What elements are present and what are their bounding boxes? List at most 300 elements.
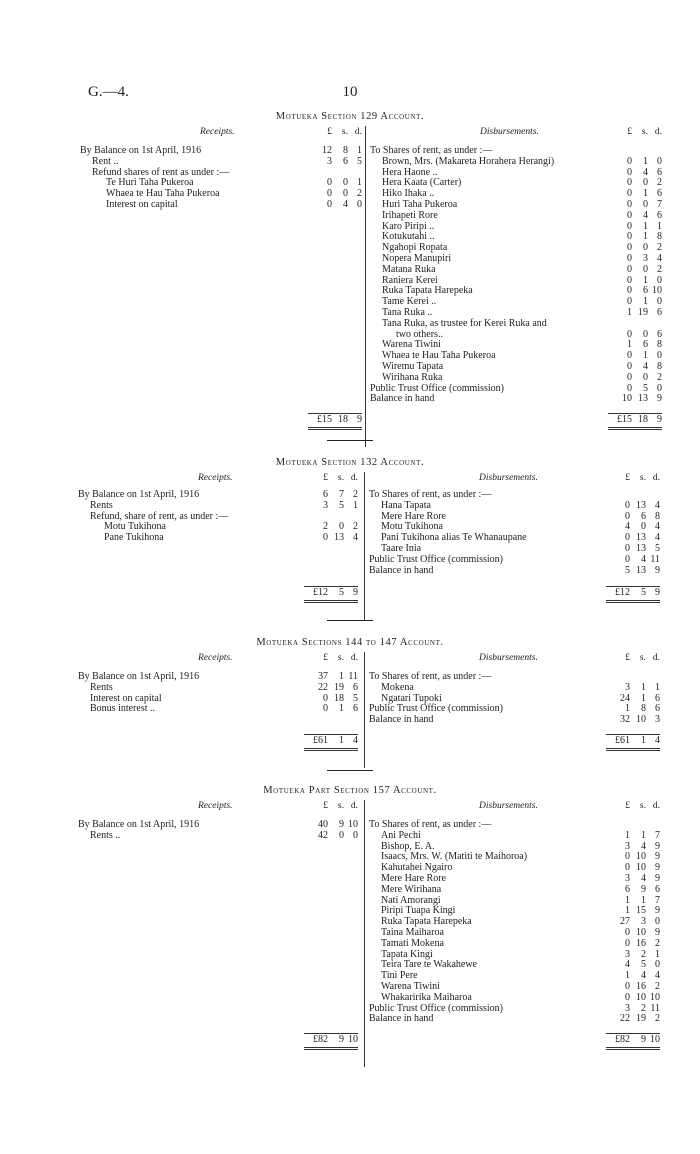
receipt-amount bbox=[306, 831, 358, 842]
disbursement-label: Tana Ruka, as trustee for Kerei Ruka and bbox=[382, 317, 547, 329]
amount-shillings: 15 bbox=[636, 905, 646, 917]
disbursement-amount bbox=[610, 189, 662, 200]
amount-pence: 6 bbox=[657, 166, 662, 178]
amount-shillings: 0 bbox=[643, 242, 648, 254]
disbursement-amount bbox=[608, 704, 660, 715]
receipt-amount bbox=[310, 189, 362, 200]
amount-pence: 4 bbox=[655, 970, 660, 982]
column-divider bbox=[364, 800, 365, 1067]
disbursement-amount bbox=[608, 960, 660, 971]
amount-pence: 2 bbox=[657, 242, 662, 254]
disbursement-label: Hera Haone .. bbox=[382, 166, 438, 178]
amount-pounds: 0 bbox=[627, 242, 632, 254]
amount-pounds: 1 bbox=[627, 339, 632, 351]
amount-pounds: 6 bbox=[625, 883, 630, 895]
amount-shillings: 1 bbox=[339, 703, 344, 715]
amount-pence: 0 bbox=[353, 829, 358, 841]
amount-pounds: 10 bbox=[622, 393, 632, 405]
amount-pence: 4 bbox=[657, 253, 662, 264]
amount-shillings: 13 bbox=[334, 532, 344, 544]
amount-pounds: 3 bbox=[625, 948, 630, 960]
disbursements-column-header bbox=[610, 127, 662, 138]
receipts-heading: Receipts. bbox=[200, 127, 235, 137]
amount-pence: 6 bbox=[655, 883, 660, 895]
amount-shillings: 19 bbox=[636, 1013, 646, 1025]
amount-pounds: 0 bbox=[627, 209, 632, 221]
amount-pounds: 22 bbox=[620, 1013, 630, 1025]
disbursement-amount bbox=[610, 157, 662, 168]
amount-pounds: 0 bbox=[627, 274, 632, 286]
receipts-heading: Receipts. bbox=[198, 653, 233, 663]
disbursement-label: Balance in hand bbox=[370, 393, 435, 405]
disbursement-label: Tana Ruka .. bbox=[382, 307, 433, 318]
amount-pounds: 0 bbox=[627, 155, 632, 167]
amount-shillings: 1 bbox=[643, 188, 648, 200]
disbursements-total-double-rule bbox=[608, 427, 662, 430]
disbursement-label: Pani Tukihona alias Te Whanaupane bbox=[381, 532, 527, 544]
amount-shillings: 0 bbox=[339, 829, 344, 841]
amount-pence: 6 bbox=[353, 681, 358, 693]
amount-pence: 0 bbox=[657, 382, 662, 394]
disbursements-heading: Disbursements. bbox=[479, 653, 538, 663]
amount-pence: d. bbox=[350, 653, 358, 663]
disbursement-amount bbox=[610, 286, 662, 297]
amount-pounds: 0 bbox=[627, 285, 632, 297]
receipts-heading: Receipts. bbox=[198, 473, 233, 483]
amount-pence: 1 bbox=[657, 220, 662, 232]
disbursement-label: Wiremu Tapata bbox=[382, 361, 444, 372]
amount-pounds: 0 bbox=[327, 188, 332, 200]
disbursement-amount bbox=[608, 694, 660, 705]
receipt-label: Te Huri Taha Pukeroa bbox=[106, 177, 194, 189]
disbursement-label: Piripi Tuapa Kingi bbox=[381, 905, 456, 917]
disbursement-label: To Shares of rent, as under :— bbox=[369, 671, 492, 682]
amount-pence: 4 bbox=[655, 735, 660, 746]
amount-shillings: 1 bbox=[643, 296, 648, 308]
disbursement-label: Hiko Ihaka .. bbox=[382, 188, 435, 200]
amount-shillings: 1 bbox=[641, 692, 646, 704]
disbursement-label: Public Trust Office (commission) bbox=[369, 553, 503, 565]
amount-pence: d. bbox=[654, 127, 662, 137]
amount-shillings: 10 bbox=[636, 927, 646, 938]
amount-shillings: s. bbox=[337, 653, 344, 663]
disbursement-label: Nati Amorangi bbox=[381, 894, 441, 906]
disbursement-label: two others.. bbox=[396, 328, 443, 340]
receipt-label: Rent .. bbox=[92, 155, 119, 167]
amount-pounds: 0 bbox=[625, 851, 630, 863]
receipt-label: By Balance on 1st April, 1916 bbox=[78, 671, 200, 682]
disbursements-column-header bbox=[608, 801, 660, 812]
amount-shillings: 13 bbox=[636, 532, 646, 544]
amount-shillings: s. bbox=[341, 127, 348, 137]
amount-shillings: 4 bbox=[641, 970, 646, 982]
amount-pence: 2 bbox=[655, 937, 660, 949]
amount-shillings: 4 bbox=[641, 840, 646, 852]
disbursements-total bbox=[608, 736, 660, 747]
amount-pounds: 0 bbox=[327, 199, 332, 210]
amount-pounds: £ bbox=[625, 801, 630, 811]
disbursement-label: Brown, Mrs. (Makareta Horahera Herangi) bbox=[382, 155, 555, 167]
amount-pence: 6 bbox=[657, 307, 662, 318]
amount-pence: 9 bbox=[655, 927, 660, 938]
disbursement-label: Balance in hand bbox=[369, 564, 434, 576]
amount-shillings: 1 bbox=[339, 671, 344, 682]
disbursement-label: Balance in hand bbox=[369, 1013, 434, 1025]
disbursement-amount bbox=[610, 308, 662, 319]
amount-shillings: 4 bbox=[643, 209, 648, 221]
amount-pence: d. bbox=[350, 801, 358, 811]
receipts-column-header bbox=[306, 653, 358, 664]
amount-pounds: £82 bbox=[313, 1034, 328, 1046]
disbursement-label: Raniera Kerei bbox=[382, 274, 438, 286]
amount-pounds: £ bbox=[323, 653, 328, 663]
disbursements-total bbox=[608, 1035, 660, 1046]
disbursement-label: Nopera Manupiri bbox=[382, 253, 452, 264]
amount-shillings: 3 bbox=[643, 253, 648, 264]
disbursement-amount bbox=[610, 178, 662, 189]
amount-pounds: 0 bbox=[627, 231, 632, 243]
disbursement-label: Mokena bbox=[381, 681, 414, 693]
disbursement-label: To Shares of rent, as under :— bbox=[370, 145, 493, 156]
amount-pence: 6 bbox=[657, 188, 662, 200]
receipt-label: By Balance on 1st April, 1916 bbox=[78, 489, 200, 500]
amount-pence: 5 bbox=[655, 543, 660, 554]
amount-pence: 3 bbox=[655, 714, 660, 726]
amount-pounds: 0 bbox=[627, 166, 632, 178]
disbursement-amount bbox=[610, 373, 662, 384]
disbursement-amount bbox=[610, 211, 662, 222]
amount-pence: 2 bbox=[657, 371, 662, 383]
amount-shillings: 6 bbox=[643, 339, 648, 351]
disbursement-label: Public Trust Office (commission) bbox=[369, 1002, 503, 1014]
receipts-column-header bbox=[306, 473, 358, 484]
amount-pounds: £ bbox=[625, 653, 630, 663]
amount-pence: 2 bbox=[655, 981, 660, 992]
disbursement-label: Mere Wirihana bbox=[381, 883, 442, 895]
disbursement-amount bbox=[608, 683, 660, 694]
amount-shillings: 0 bbox=[343, 177, 348, 189]
amount-pounds: 1 bbox=[627, 307, 632, 318]
amount-pence: 9 bbox=[655, 905, 660, 917]
amount-pence: 5 bbox=[353, 692, 358, 704]
disbursement-label: Isaacs, Mrs. W. (Matiti te Maihoroa) bbox=[381, 851, 528, 863]
disbursement-amount bbox=[608, 555, 660, 566]
amount-shillings: 1 bbox=[641, 829, 646, 841]
amount-pence: 10 bbox=[650, 991, 660, 1003]
amount-shillings: 0 bbox=[641, 521, 646, 533]
receipt-amount bbox=[306, 490, 358, 501]
amount-shillings: 10 bbox=[636, 714, 646, 726]
amount-pounds: 2 bbox=[323, 521, 328, 533]
receipt-label: Rents bbox=[90, 499, 113, 511]
amount-shillings: 13 bbox=[636, 543, 646, 554]
amount-shillings: 10 bbox=[636, 862, 646, 874]
amount-shillings: 19 bbox=[334, 681, 344, 693]
amount-pence: 0 bbox=[657, 350, 662, 362]
amount-shillings: s. bbox=[639, 653, 646, 663]
disbursement-amount bbox=[608, 1004, 660, 1015]
amount-pounds: 40 bbox=[318, 819, 328, 830]
disbursement-amount bbox=[608, 950, 660, 961]
amount-shillings: s. bbox=[337, 801, 344, 811]
amount-shillings: 4 bbox=[641, 553, 646, 565]
amount-pounds: 0 bbox=[625, 927, 630, 938]
amount-shillings: 1 bbox=[641, 894, 646, 906]
amount-pounds: 0 bbox=[625, 532, 630, 544]
disbursement-amount bbox=[610, 330, 662, 341]
receipt-label: Pane Tukihona bbox=[104, 532, 164, 544]
amount-pence: 9 bbox=[655, 873, 660, 884]
disbursements-heading: Disbursements. bbox=[480, 127, 539, 137]
amount-pounds: 3 bbox=[625, 873, 630, 884]
amount-pence: 10 bbox=[650, 1034, 660, 1046]
amount-pounds: 6 bbox=[323, 489, 328, 500]
amount-pounds: 0 bbox=[323, 703, 328, 715]
amount-shillings: 0 bbox=[643, 199, 648, 210]
disbursement-label: Ngatari Tupoki bbox=[381, 692, 442, 704]
amount-shillings: 2 bbox=[641, 948, 646, 960]
disbursement-label: Tame Kerei .. bbox=[382, 296, 437, 308]
amount-pounds: 32 bbox=[620, 714, 630, 726]
disbursements-column-header bbox=[608, 473, 660, 484]
amount-shillings: 8 bbox=[343, 145, 348, 156]
amount-pounds: £82 bbox=[615, 1034, 630, 1046]
amount-shillings: 4 bbox=[343, 199, 348, 210]
section-title: Motueka Section 132 Account. bbox=[275, 457, 425, 468]
amount-pounds: 0 bbox=[625, 510, 630, 522]
amount-shillings: 13 bbox=[636, 499, 646, 511]
disbursement-label: Ruka Tapata Harepeka bbox=[382, 285, 473, 297]
amount-shillings: 13 bbox=[636, 564, 646, 576]
disbursement-label: Irihapeti Rore bbox=[382, 209, 438, 221]
amount-pounds: 5 bbox=[625, 564, 630, 576]
amount-pounds: 3 bbox=[625, 840, 630, 852]
receipts-total-double-rule bbox=[308, 427, 362, 430]
amount-shillings: 0 bbox=[343, 188, 348, 200]
receipts-total-double-rule bbox=[304, 748, 358, 751]
amount-pence: 10 bbox=[652, 285, 662, 297]
disbursement-label: Huri Taha Pukeroa bbox=[382, 199, 458, 210]
amount-pence: 2 bbox=[657, 177, 662, 189]
amount-pence: 7 bbox=[657, 199, 662, 210]
amount-pence: 1 bbox=[357, 145, 362, 156]
amount-shillings: 9 bbox=[339, 1034, 344, 1046]
disbursement-amount bbox=[608, 715, 660, 726]
section-separator bbox=[327, 770, 373, 771]
disbursement-amount bbox=[610, 232, 662, 243]
amount-shillings: 5 bbox=[339, 499, 344, 511]
disbursement-amount bbox=[608, 831, 660, 842]
section-title: Motueka Sections 144 to 147 Account. bbox=[256, 637, 444, 648]
amount-pence: 11 bbox=[650, 553, 660, 565]
disbursement-label: Balance in hand bbox=[369, 714, 434, 726]
disbursement-amount bbox=[608, 874, 660, 885]
amount-pounds: 0 bbox=[323, 532, 328, 544]
amount-pence: 10 bbox=[348, 1034, 358, 1046]
amount-pounds: £ bbox=[627, 127, 632, 137]
disbursement-amount bbox=[608, 863, 660, 874]
amount-pence: 0 bbox=[655, 959, 660, 971]
disbursements-total-double-rule bbox=[606, 748, 660, 751]
amount-pounds: 0 bbox=[327, 177, 332, 189]
disbursement-label: Mere Hare Rore bbox=[381, 510, 446, 522]
disbursement-amount bbox=[610, 394, 662, 405]
amount-pounds: £15 bbox=[317, 414, 332, 426]
disbursement-label: Public Trust Office (commission) bbox=[369, 703, 503, 715]
disbursement-amount bbox=[610, 168, 662, 179]
amount-shillings: 3 bbox=[641, 916, 646, 928]
disbursement-label: Warena Tiwini bbox=[381, 981, 440, 992]
amount-shillings: 1 bbox=[641, 681, 646, 693]
amount-pounds: 0 bbox=[627, 350, 632, 362]
amount-pence: 9 bbox=[655, 851, 660, 863]
amount-pence: 2 bbox=[357, 188, 362, 200]
receipts-column-header bbox=[306, 801, 358, 812]
amount-pounds: £15 bbox=[617, 414, 632, 426]
receipt-amount bbox=[310, 178, 362, 189]
column-divider bbox=[364, 472, 365, 620]
amount-pounds: 0 bbox=[627, 253, 632, 264]
amount-shillings: 1 bbox=[643, 274, 648, 286]
amount-shillings: 1 bbox=[643, 220, 648, 232]
amount-shillings: 1 bbox=[339, 735, 344, 746]
receipts-total-double-rule bbox=[304, 600, 358, 603]
amount-pence: 7 bbox=[655, 894, 660, 906]
amount-pence: d. bbox=[350, 473, 358, 483]
amount-pounds: 1 bbox=[625, 905, 630, 917]
amount-pounds: 24 bbox=[620, 692, 630, 704]
receipt-label: Refund shares of rent as under :— bbox=[92, 166, 230, 178]
disbursement-amount bbox=[608, 896, 660, 907]
disbursement-label: Taina Maiharoa bbox=[381, 927, 444, 938]
column-divider bbox=[365, 126, 366, 447]
disbursement-amount bbox=[610, 200, 662, 211]
amount-pence: 1 bbox=[655, 948, 660, 960]
disbursement-amount bbox=[610, 340, 662, 351]
amount-pence: 10 bbox=[348, 819, 358, 830]
receipt-amount bbox=[306, 704, 358, 715]
disbursement-label: Hera Kaata (Carter) bbox=[382, 177, 462, 189]
receipt-amount bbox=[310, 146, 362, 157]
page-number: 10 bbox=[342, 84, 358, 100]
amount-shillings: s. bbox=[639, 473, 646, 483]
amount-pounds: 0 bbox=[625, 543, 630, 554]
disbursement-amount bbox=[608, 842, 660, 853]
disbursement-label: Whakaririka Maiharoa bbox=[381, 991, 472, 1003]
receipt-label: Interest on capital bbox=[106, 199, 178, 210]
disbursement-label: Public Trust Office (commission) bbox=[370, 382, 504, 394]
disbursement-label: Tini Pere bbox=[381, 970, 418, 982]
receipts-total bbox=[306, 588, 358, 599]
amount-pounds: £12 bbox=[313, 587, 328, 599]
amount-pounds: 0 bbox=[323, 692, 328, 704]
amount-pence: d. bbox=[652, 801, 660, 811]
amount-pence: 2 bbox=[353, 521, 358, 533]
amount-pounds: 27 bbox=[620, 916, 630, 928]
receipt-label: Interest on capital bbox=[90, 692, 162, 704]
amount-pence: 6 bbox=[655, 703, 660, 715]
disbursements-heading: Disbursements. bbox=[479, 801, 538, 811]
amount-shillings: 10 bbox=[636, 851, 646, 863]
disbursement-amount bbox=[608, 917, 660, 928]
amount-pence: 6 bbox=[657, 328, 662, 340]
amount-pence: 8 bbox=[655, 510, 660, 522]
receipt-label: Whaea te Hau Taha Pukeroa bbox=[106, 188, 220, 200]
disbursement-amount bbox=[610, 362, 662, 373]
amount-shillings: 5 bbox=[641, 959, 646, 971]
amount-pence: 9 bbox=[655, 862, 660, 874]
amount-pence: 8 bbox=[657, 231, 662, 243]
disbursement-amount bbox=[608, 993, 660, 1004]
amount-pounds: £12 bbox=[615, 587, 630, 599]
disbursement-amount bbox=[610, 222, 662, 233]
amount-shillings: 1 bbox=[643, 350, 648, 362]
amount-pence: 4 bbox=[655, 521, 660, 533]
amount-pounds: 3 bbox=[323, 499, 328, 511]
section-separator bbox=[327, 440, 373, 441]
disbursement-label: Taare Inia bbox=[381, 543, 422, 554]
amount-pence: 9 bbox=[357, 414, 362, 426]
amount-pounds: 0 bbox=[627, 361, 632, 372]
amount-pence: 2 bbox=[657, 263, 662, 275]
receipt-amount bbox=[306, 820, 358, 831]
disbursement-label: Kahutahei Ngairo bbox=[381, 862, 453, 874]
receipts-total-double-rule bbox=[304, 1047, 358, 1050]
amount-shillings: s. bbox=[337, 473, 344, 483]
amount-shillings: 7 bbox=[339, 489, 344, 500]
amount-shillings: 4 bbox=[643, 166, 648, 178]
amount-pence: 2 bbox=[353, 489, 358, 500]
amount-pounds: 0 bbox=[627, 296, 632, 308]
page-series: G.—4. bbox=[88, 84, 129, 100]
disbursement-label: Tamati Mokena bbox=[381, 937, 444, 949]
receipt-amount bbox=[306, 694, 358, 705]
amount-pounds: 42 bbox=[318, 829, 328, 841]
amount-shillings: 1 bbox=[643, 231, 648, 243]
amount-pounds: 3 bbox=[327, 155, 332, 167]
receipts-heading: Receipts. bbox=[198, 801, 233, 811]
amount-pence: 4 bbox=[655, 532, 660, 544]
receipt-label: By Balance on 1st April, 1916 bbox=[80, 145, 202, 156]
column-divider bbox=[364, 652, 365, 768]
receipts-total bbox=[306, 1035, 358, 1046]
amount-shillings: 5 bbox=[339, 587, 344, 599]
amount-pence: 9 bbox=[655, 840, 660, 852]
amount-pence: 9 bbox=[657, 393, 662, 405]
disbursement-label: To Shares of rent, as under :— bbox=[369, 489, 492, 500]
amount-shillings: 16 bbox=[636, 981, 646, 992]
amount-shillings: 0 bbox=[643, 263, 648, 275]
section-title: Motueka Section 129 Account. bbox=[275, 111, 425, 122]
receipt-amount bbox=[310, 200, 362, 211]
amount-shillings: 1 bbox=[641, 735, 646, 746]
amount-pence: 1 bbox=[357, 177, 362, 189]
amount-pence: 4 bbox=[353, 735, 358, 746]
disbursement-label: Whaea te Hau Taha Pukeroa bbox=[382, 350, 496, 362]
disbursement-amount bbox=[608, 566, 660, 577]
disbursements-total-double-rule bbox=[606, 600, 660, 603]
amount-pence: 5 bbox=[357, 155, 362, 167]
receipts-total bbox=[306, 736, 358, 747]
amount-pounds: 22 bbox=[318, 681, 328, 693]
receipt-amount bbox=[306, 672, 358, 683]
amount-shillings: 10 bbox=[636, 991, 646, 1003]
receipt-label: Bonus interest .. bbox=[90, 703, 155, 715]
amount-pounds: 12 bbox=[322, 145, 332, 156]
disbursement-label: Bishop, E. A. bbox=[381, 840, 435, 852]
amount-shillings: 18 bbox=[638, 414, 648, 426]
amount-pence: 2 bbox=[655, 1013, 660, 1025]
